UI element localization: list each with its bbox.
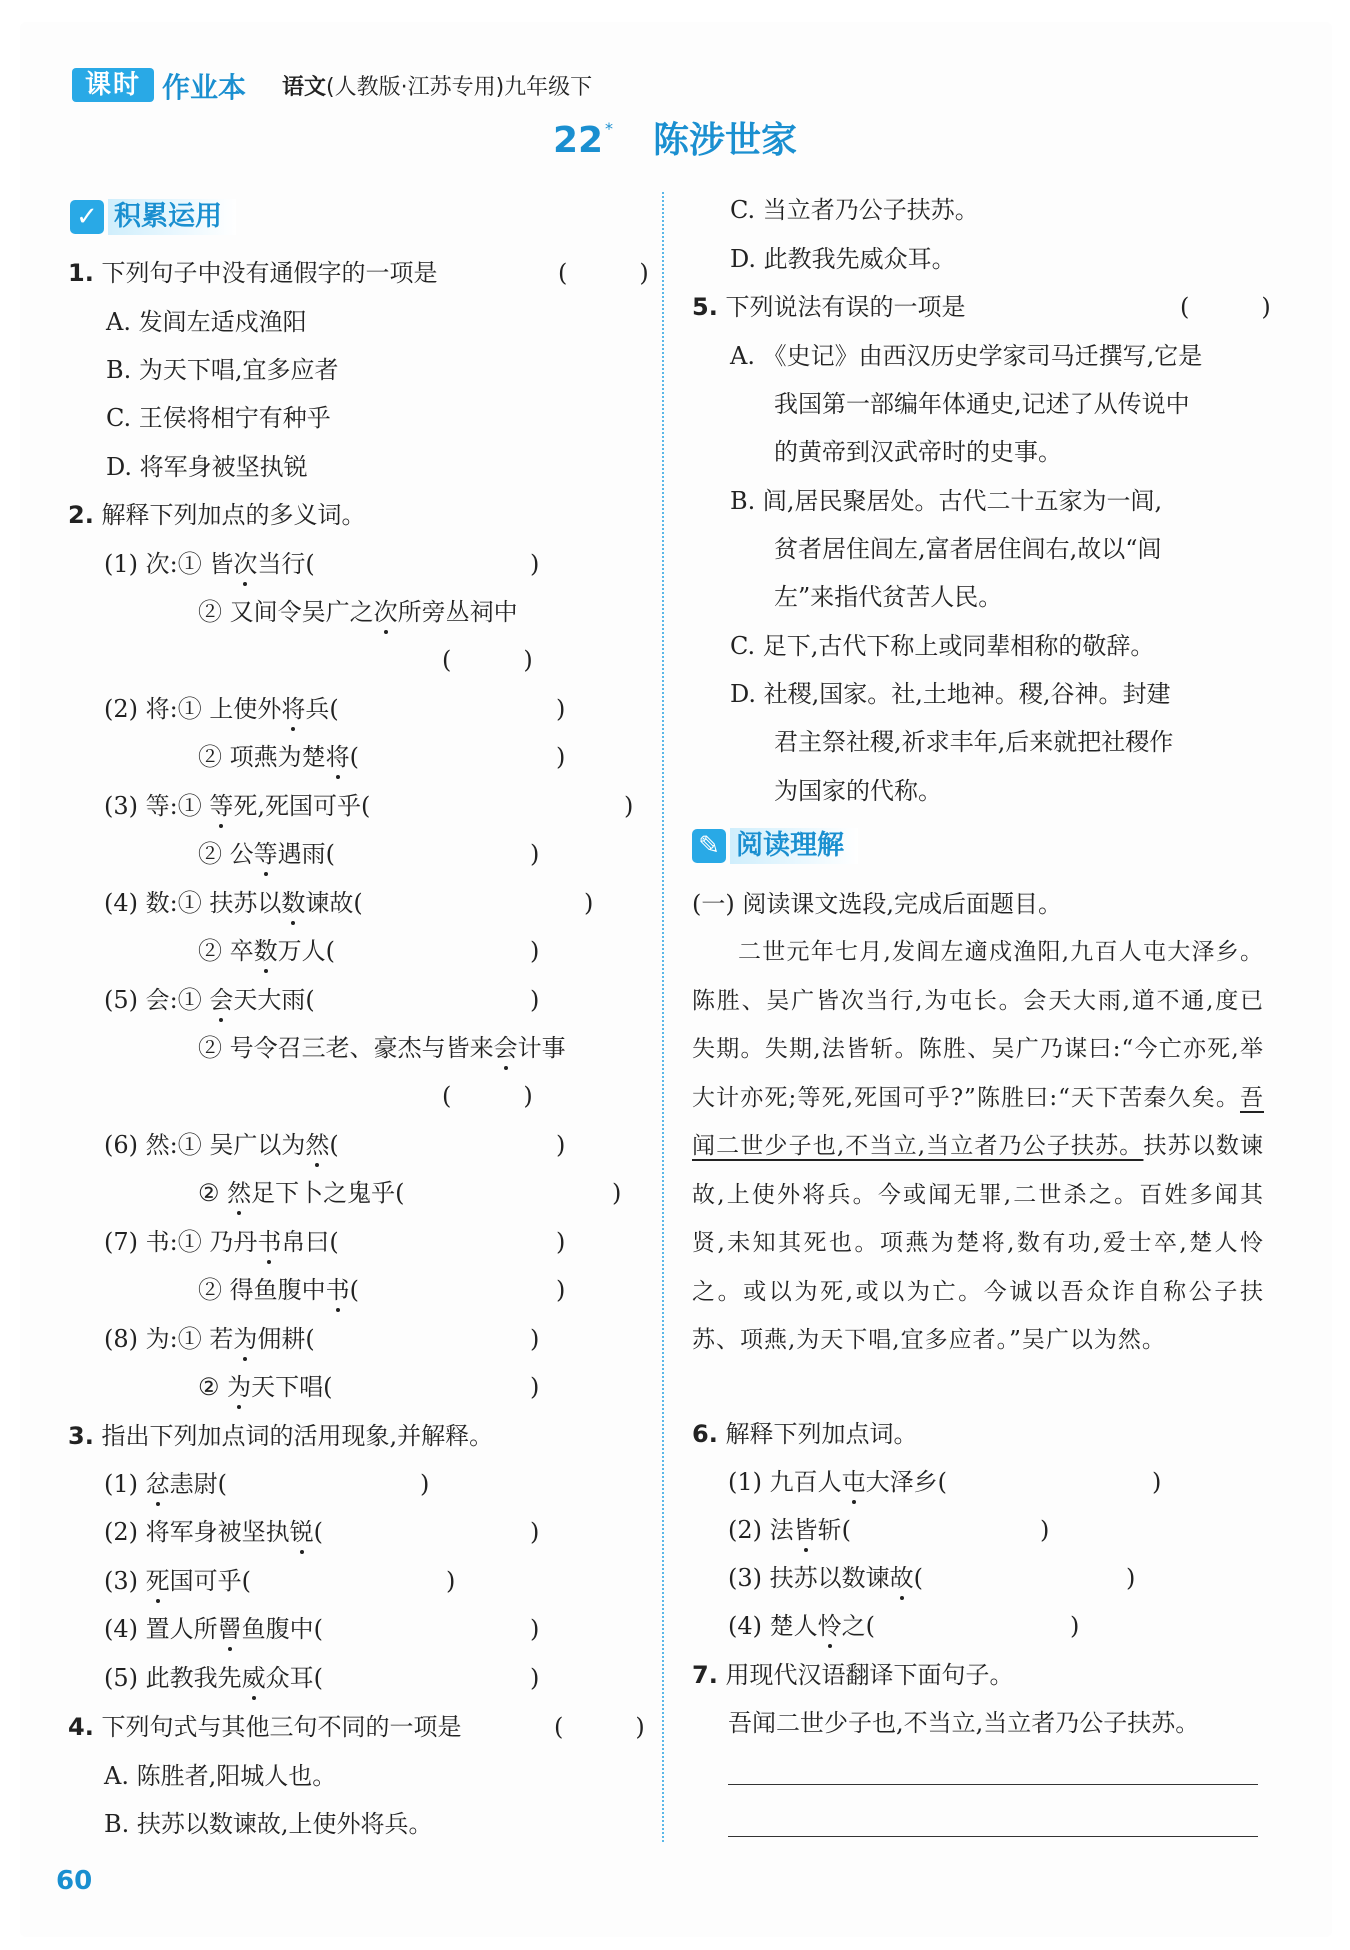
text-pre: 扶苏以 <box>209 889 282 917</box>
lesson-number-wrap <box>553 120 613 161</box>
text-post: 天大雨( <box>233 986 315 1014</box>
usage-item <box>104 1565 251 1597</box>
subject-name: 语文 <box>282 75 327 100</box>
answer-blank[interactable]: ( ) <box>442 646 533 674</box>
option-b-line1: B. 闾,居民聚居处。古代二十五家为一闾, <box>730 487 1163 515</box>
option-a-line2: 我国第一部编年体通史,记述了从传说中 <box>774 390 1190 418</box>
text-post: 万人( <box>277 937 336 965</box>
subject-edition: (人教版·江苏专用)九年级下 <box>326 75 593 100</box>
sub-num: ② <box>198 598 222 626</box>
option-c: C. 当立者乃公子扶苏。 <box>730 196 979 224</box>
blank-close[interactable]: ) <box>530 840 540 868</box>
sub-num: ② <box>198 1034 222 1062</box>
blank-close[interactable]: ) <box>556 695 566 723</box>
polysemy-sub <box>198 935 335 967</box>
dotted-word: 会 <box>209 986 234 1014</box>
blank-close[interactable]: ) <box>556 1276 566 1304</box>
option-d-line2: 君主祭社稷,祈求丰年,后来就把社稷作 <box>774 728 1174 756</box>
text-pre: 得鱼腹中 <box>229 1276 326 1304</box>
dotted-word: 忿 <box>145 1470 170 1498</box>
option-c-line1: C. 足下,古代下称上或同辈相称的敬辞。 <box>730 632 1155 660</box>
translate-sentence: 吾闻二世少子也,不当立,当立者乃公子扶苏。 <box>728 1709 1200 1737</box>
text-post: 鱼腹中( <box>241 1615 323 1643</box>
sub-num: ② <box>198 1373 220 1401</box>
dotted-word: 威 <box>241 1664 266 1692</box>
answer-blank[interactable]: ( ) <box>442 1082 533 1110</box>
answer-line[interactable] <box>728 1836 1258 1837</box>
text-post: 恚尉( <box>169 1470 227 1498</box>
subject-info <box>282 70 592 101</box>
dotted-word: 皆 <box>793 1516 818 1544</box>
item-label: (1) 次: <box>104 550 178 578</box>
text-post: 谏故( <box>305 889 363 917</box>
dotted-word: 书 <box>257 1228 282 1256</box>
column-divider <box>662 192 664 1842</box>
text-pre: 卒 <box>229 937 254 965</box>
answer-blank-4[interactable]: ( ) <box>554 1713 645 1741</box>
dotted-word: 屯 <box>841 1468 866 1496</box>
item-label: (7) 书: <box>104 1228 178 1256</box>
answer-blank-1[interactable]: ( ) <box>558 259 649 287</box>
dotted-word: 等 <box>209 792 234 820</box>
dotted-word: 数 <box>253 937 278 965</box>
option-a-line1: A. 《史记》由西汉历史学家司马迁撰写,它是 <box>730 342 1203 370</box>
section-label: 积累运用 <box>108 199 236 235</box>
blank-close[interactable]: ) <box>1152 1468 1162 1496</box>
text-post: 兵( <box>305 695 339 723</box>
option-b: B. 扶苏以数谏故,上使外将兵。 <box>104 1810 433 1838</box>
dotted-word: 次 <box>233 550 258 578</box>
text-post: ( <box>349 1276 360 1304</box>
question-number: 4. <box>68 1713 94 1741</box>
text-post: 之( <box>841 1612 875 1640</box>
item-label: (3) 等: <box>104 792 178 820</box>
option-d-line3: 为国家的代称。 <box>774 777 942 805</box>
word-item <box>728 1466 947 1498</box>
polysemy-sub <box>198 741 359 773</box>
blank-close[interactable]: ) <box>624 792 634 820</box>
polysemy-item <box>104 1129 339 1161</box>
lesson-mark: * <box>605 119 614 138</box>
question-number: 3. <box>68 1422 94 1450</box>
text-pre: (3) <box>104 1567 146 1595</box>
dotted-word: 故 <box>889 1564 914 1592</box>
blank-close[interactable]: ) <box>530 1615 540 1643</box>
sub-num: ① <box>177 889 202 917</box>
passage-part: 二世元年七月,发闾左適戍渔阳,九百人屯大泽乡。陈胜、吴广皆次当行,为屯长。会天大雨,道不通,度已失期。失期,法皆斩。陈胜、吴广乃谋曰:“今亡亦死,举大计亦死;等死,死国可乎?”陈胜曰:“天下苦秦久矣。 <box>692 939 1264 1111</box>
section-head-reading <box>692 826 858 866</box>
dotted-word: 怜 <box>817 1612 842 1640</box>
question-3 <box>68 1420 493 1452</box>
passage-underlined: 吾闻二世少子也,不当立,当立者乃公子扶苏。 <box>692 1084 1264 1159</box>
text-pre: 项燕为楚 <box>229 743 326 771</box>
polysemy-sub <box>198 1274 359 1306</box>
dotted-word: 数 <box>281 889 306 917</box>
sub-num: ① <box>177 986 202 1014</box>
usage-item <box>104 1662 323 1694</box>
blank-close[interactable]: ) <box>530 1373 540 1401</box>
item-label: (5) 会: <box>104 986 178 1014</box>
reading-passage <box>692 928 1264 1365</box>
blank-close[interactable]: ) <box>1040 1516 1050 1544</box>
passage-part: 扶苏以数谏故,上使外将兵。今或闻无罪,二世杀之。百姓多闻其贤,未知其死也。项燕为楚将,数有功,爱士卒,楚人怜之。或以为死,或以为亡。今诚以吾众诈自称公子扶苏、项燕,为天下唱,宜多应者。”吴广以为然。 <box>692 1133 1264 1353</box>
blank-close[interactable]: ) <box>530 937 540 965</box>
brand-logo: 课时 <box>72 68 154 102</box>
dotted-word: 然 <box>227 1179 252 1207</box>
polysemy-item <box>104 1323 315 1355</box>
blank-close[interactable]: ) <box>530 550 540 578</box>
item-label: (6) 然: <box>104 1131 178 1159</box>
text-pre: 又间令吴广之 <box>229 598 374 626</box>
lesson-title <box>0 112 1350 163</box>
question-text: 指出下列加点词的活用现象,并解释。 <box>101 1422 494 1450</box>
sub-num: ① <box>177 792 202 820</box>
dotted-word: 会 <box>493 1034 518 1062</box>
sub-num: ① <box>177 1228 202 1256</box>
blank-close[interactable]: ) <box>530 1518 540 1546</box>
text-post: 当行( <box>257 550 315 578</box>
question-1 <box>68 257 437 289</box>
blank-close[interactable]: ) <box>420 1470 430 1498</box>
option-a: A. 发闾左适戍渔阳 <box>106 308 307 336</box>
blank-close[interactable]: ) <box>1126 1564 1136 1592</box>
usage-item <box>104 1516 323 1548</box>
blank-close[interactable]: ) <box>556 1131 566 1159</box>
polysemy-item <box>104 984 315 1016</box>
question-text: 下列说法有误的一项是 <box>725 293 966 321</box>
dotted-word: 锐 <box>289 1518 314 1546</box>
text-post: 计事 <box>517 1034 566 1062</box>
blank-close[interactable]: ) <box>530 1325 540 1353</box>
text-pre: 若 <box>209 1325 234 1353</box>
option-d-line1: D. 社稷,国家。社,土地神。稷,谷神。封建 <box>730 680 1171 708</box>
question-text: 下列句子中没有通假字的一项是 <box>101 259 438 287</box>
sub-num: ② <box>198 937 222 965</box>
question-text: 解释下列加点的多义词。 <box>101 501 366 529</box>
lesson-name: 陈涉世家 <box>653 120 798 161</box>
option-b-line3: 左”来指代贫苦人民。 <box>774 583 1003 611</box>
text-post: 众耳( <box>265 1664 323 1692</box>
word-item <box>728 1562 923 1594</box>
item-label: (2) 将: <box>104 695 178 723</box>
polysemy-sub <box>198 1371 333 1403</box>
text-post: ( <box>329 1131 339 1159</box>
page-number: 60 <box>56 1866 93 1896</box>
text-post: 佣耕( <box>257 1325 315 1353</box>
text-pre: (2) 将军身被坚执 <box>104 1518 290 1546</box>
blank-close[interactable]: ) <box>530 1664 540 1692</box>
polysemy-item <box>104 1226 339 1258</box>
polysemy-item <box>104 693 339 725</box>
usage-item <box>104 1613 323 1645</box>
blank-close[interactable]: ) <box>556 1228 566 1256</box>
section-head-accumulate <box>70 197 236 237</box>
blank-close[interactable]: ) <box>1070 1612 1080 1640</box>
text-post: 国可乎( <box>169 1567 251 1595</box>
text-post: 大泽乡( <box>865 1468 947 1496</box>
pencil-icon: ✎ <box>692 829 726 863</box>
blank-close[interactable]: ) <box>556 743 566 771</box>
dotted-word: 然 <box>305 1131 330 1159</box>
question-number: 2. <box>68 501 94 529</box>
sub-num: ① <box>177 695 202 723</box>
dotted-word: 将 <box>325 743 350 771</box>
blank-close[interactable]: ) <box>584 889 594 917</box>
text-pre: 乃丹 <box>209 1228 258 1256</box>
blank-close[interactable]: ) <box>612 1179 622 1207</box>
sub-num: ① <box>177 1325 202 1353</box>
question-text: 用现代汉语翻译下面句子。 <box>725 1661 1014 1689</box>
text-post: 帛曰( <box>281 1228 339 1256</box>
question-7 <box>692 1659 1013 1691</box>
dotted-word: 罾 <box>217 1615 242 1643</box>
text-post: ( <box>349 743 360 771</box>
sub-num: ① <box>177 1131 202 1159</box>
text-post: ( <box>313 1518 323 1546</box>
answer-blank-5[interactable]: ( ) <box>1180 293 1271 321</box>
option-d: D. 将军身被坚执锐 <box>106 453 308 481</box>
question-6 <box>692 1418 917 1450</box>
polysemy-item <box>104 548 315 580</box>
question-number: 1. <box>68 259 94 287</box>
dotted-word: 书 <box>325 1276 350 1304</box>
text-post: 所旁丛祠中 <box>397 598 518 626</box>
item-label: (4) 数: <box>104 889 178 917</box>
item-label: (8) 为: <box>104 1325 178 1353</box>
text-pre: (4) 置人所 <box>104 1615 218 1643</box>
text-pre: (5) 此教我先 <box>104 1664 242 1692</box>
text-pre: (4) 楚人 <box>728 1612 818 1640</box>
question-number: 5. <box>692 293 718 321</box>
option-b-line2: 贫者居住闾左,富者居住闾右,故以“闾 <box>774 535 1162 563</box>
blank-close[interactable]: ) <box>530 986 540 1014</box>
brand-name: 作业本 <box>162 71 247 104</box>
answer-line[interactable] <box>728 1784 1258 1785</box>
text-pre: 吴广以为 <box>209 1131 306 1159</box>
text-post: 遇雨( <box>277 840 336 868</box>
polysemy-sub <box>198 1177 405 1209</box>
option-c: C. 王侯将相宁有种乎 <box>106 404 331 432</box>
lesson-number: 22 <box>552 120 604 161</box>
dotted-word: 等 <box>253 840 278 868</box>
text-pre: 号令召三老、豪杰与皆来 <box>229 1034 494 1062</box>
text-post: ( <box>913 1564 923 1592</box>
question-5 <box>692 291 965 323</box>
dotted-word: 次 <box>373 598 398 626</box>
sub-num: ② <box>198 743 222 771</box>
question-number: 6. <box>692 1420 718 1448</box>
text-post: 天下唱( <box>251 1373 333 1401</box>
sub-num: ① <box>177 550 202 578</box>
question-2 <box>68 499 365 531</box>
sub-num: ② <box>198 840 222 868</box>
sub-num: ② <box>198 1179 220 1207</box>
text-pre: (2) 法 <box>728 1516 794 1544</box>
text-pre: (1) <box>104 1470 146 1498</box>
text-pre: 公 <box>229 840 254 868</box>
option-b: B. 为天下唱,宜多应者 <box>106 356 339 384</box>
question-4 <box>68 1711 461 1743</box>
word-item <box>728 1610 875 1642</box>
text-post: 斩( <box>817 1516 851 1544</box>
reading-intro: (一) 阅读课文选段,完成后面题目。 <box>692 890 1062 918</box>
text-pre: 皆 <box>209 550 234 578</box>
text-pre: 上使外 <box>209 695 282 723</box>
sub-num: ② <box>198 1276 222 1304</box>
blank-close[interactable]: ) <box>446 1567 456 1595</box>
polysemy-sub <box>198 596 518 628</box>
question-text: 下列句式与其他三句不同的一项是 <box>101 1713 462 1741</box>
usage-item <box>104 1468 227 1500</box>
dotted-word: 死 <box>145 1567 170 1595</box>
checkmark-icon: ✓ <box>70 200 104 234</box>
dotted-word: 将 <box>281 695 306 723</box>
polysemy-item <box>104 790 370 822</box>
section-label: 阅读理解 <box>730 828 858 864</box>
dotted-word: 为 <box>227 1373 252 1401</box>
option-a: A. 陈胜者,阳城人也。 <box>104 1762 337 1790</box>
text-post: 死,死国可乎( <box>233 792 371 820</box>
polysemy-sub <box>198 838 335 870</box>
polysemy-item <box>104 887 363 919</box>
text-pre: (1) 九百人 <box>728 1468 842 1496</box>
question-text: 解释下列加点词。 <box>725 1420 918 1448</box>
polysemy-sub <box>198 1032 566 1064</box>
option-d: D. 此教我先威众耳。 <box>730 245 956 273</box>
text-post: 足下卜之鬼乎( <box>251 1179 405 1207</box>
question-number: 7. <box>692 1661 718 1689</box>
dotted-word: 为 <box>233 1325 258 1353</box>
text-pre: (3) 扶苏以数谏 <box>728 1564 890 1592</box>
option-a-line3: 的黄帝到汉武帝时的史事。 <box>774 438 1062 466</box>
word-item <box>728 1514 851 1546</box>
